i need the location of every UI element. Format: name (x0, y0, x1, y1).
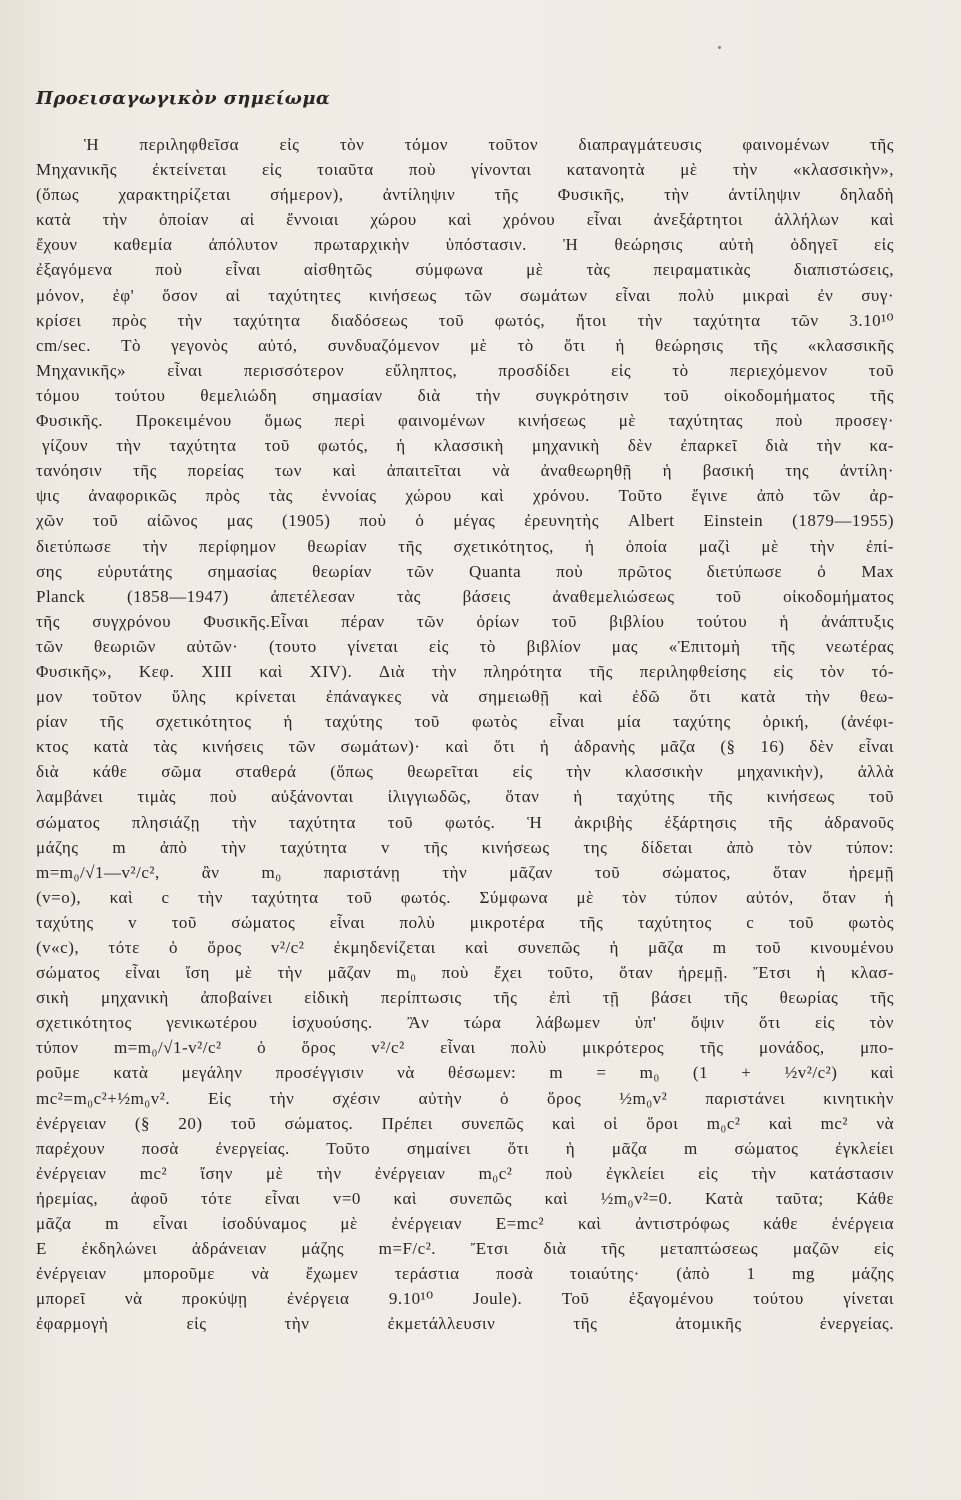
text-line: ροῦμε κατὰ μεγάλην προσέγγισιν νὰ θέσωμεν: m = m₀ (1 + ½v²/c²) καὶ (36, 1063, 894, 1083)
text-line: τῆς συγχρόνου Φυσικῆς.Εἶναι πέραν τῶν ὁρίων τοῦ βιβλίου τούτου ἡ ἀνάπτυξις (36, 611, 894, 631)
text-line: λαμβάνει τιμὰς ποὺ αὐξάνονται ἰλιγγιωδῶς, ὅταν ἡ ταχύτης τῆς κινήσεως τοῦ (36, 787, 894, 807)
text-line: τύπον m=m₀/√1-v²/c² ὁ ὅρος v²/c² εἶναι πολὺ μικρότερος τῆς μονάδος, μπο- (36, 1038, 894, 1058)
text-line: σης εὐρυτάτης σημασίας θεωρίαν τῶν Quanta ποὺ πρῶτος διετύπωσε ὁ Max (36, 561, 894, 581)
text-line: Μηχανικῆς» εἶναι περισσότερον εὔληπτος, προσδίδει εἰς τὸ περιεχόμενον τοῦ (36, 360, 894, 380)
text-line: (v«c), τότε ὁ ὅρος v²/c² ἐκμηδενίζεται καὶ συνεπῶς ἡ μᾶζα m τοῦ κινουμένου (36, 938, 894, 957)
text-line: ἐνέργειαν μποροῦμε νὰ ἔχωμεν τεράστια ποσὰ τοιαύτης· (ἀπὸ 1 mg μάζης (36, 1264, 894, 1284)
text-line: ἐξαγόμενα ποὺ εἶναι αἰσθητῶς σύμφωνα μὲ τὰς πειραματικὰς διαπιστώσεις, (36, 260, 894, 280)
text-line: τῶν θεωριῶν αὐτῶν· (τουτο γίνεται εἰς τὸ βιβλίον μας «Ἐπιτομὴ τῆς νεωτέρας (36, 636, 894, 656)
text-line: σώματος εἶναι ἴση μὲ τὴν μᾶζαν m₀ ποὺ ἔχει τοῦτο, ὅταν ἠρεμῇ. Ἔτσι ἡ κλασ- (36, 963, 894, 983)
text-line: ἔχουν καθεμία ἀπόλυτον πρωταρχικὴν ὑπόστασιν. Ἡ θεώρησις αὐτὴ ὁδηγεῖ εἰς (36, 235, 894, 255)
text-line: τόμου τούτου θεμελιώδη σημασίαν διὰ τὴν συγκρότησιν τοῦ οἰκοδομήματος τῆς (36, 385, 894, 405)
text-line: μάζης m ἀπὸ τὴν ταχύτητα v τῆς κινήσεως της δίδεται ἀπὸ τὸν τύπον: (36, 837, 894, 857)
text-line: mc²=m₀c²+½m₀v². Εἰς τὴν σχέσιν αὐτὴν ὁ ὅρος ½m₀v² παριστάνει κινητικὴν (36, 1088, 894, 1108)
text-line: σώματος πλησιάζῃ τὴν ταχύτητα τοῦ φωτός. Ἡ ἀκριβὴς ἐξάρτησις τῆς ἀδρανοῦς (36, 812, 894, 832)
text-line: ταχύτης v τοῦ σώματος εἶναι πολὺ μικροτέρα τῆς ταχύτητος c τοῦ φωτὸς (36, 912, 894, 932)
text-line: μον τοῦτον ὕλης κρίνεται ἐπάναγκες νὰ σημειωθῇ καὶ ἐδῶ ὅτι κατὰ τὴν θεω- (36, 687, 894, 707)
text-line: παρέχουν ποσὰ ἐνεργείας. Τοῦτο σημαίνει ὅτι ἡ μᾶζα m σώματος ἐγκλείει (36, 1138, 894, 1158)
text-line: Φυσικῆς. Προκειμένου ὅμως περὶ φαινομένων κινήσεως μὲ ταχύτητας ποὺ προσεγ· (36, 411, 894, 431)
text-line: ρίαν τῆς σχετικότητος ἡ ταχύτης τοῦ φωτὸς εἶναι μία ταχύτης ὁρική, (ἀνέφι- (36, 712, 894, 732)
text-line: Planck (1858—1947) ἀπετέλεσαν τὰς βάσεις ἀναθεμελιώσεως τοῦ οἰκοδομήματος (36, 586, 894, 606)
page-content (36, 86, 894, 1362)
text-line: (ὅπως χαρακτηρίζεται σήμερον), ἀντίληψιν τῆς Φυσικῆς, τὴν ἀντίληψιν δηλαδὴ (36, 185, 894, 205)
text-line: γίζουν τὴν ταχύτητα τοῦ φωτός, ἡ κλασσικὴ μηχανικὴ δὲν ἐπαρκεῖ διὰ τὴν κα- (42, 436, 894, 456)
text-line: (v=o), καὶ c τὴν ταχύτητα τοῦ φωτός. Σύμφωνα μὲ τὸν τύπον αὐτόν, ὅταν ἡ (36, 887, 894, 907)
text-line: μπορεῖ νὰ προκύψῃ ἐνέργεια 9.10¹⁰ Joule). Τοῦ ἐξαγομένου τούτου γίνεται (36, 1289, 894, 1309)
text-line: σικὴ μηχανικὴ ἀποβαίνει εἰδικὴ περίπτωσις τῆς ἐπὶ τῇ βάσει τῆς θεωρίας τῆς (36, 988, 894, 1008)
text-line: κρίσει πρὸς τὴν ταχύτητα διαδόσεως τοῦ φωτός, ἤτοι τὴν ταχύτητα τῶν 3.10¹⁰ (36, 310, 894, 330)
text-line: Μηχανικῆς ἐκτείνεται εἰς τοιαῦτα ποὺ γίνονται κατανοητὰ μὲ τὴν «κλασσικὴν», (36, 160, 894, 180)
text-line: ψις ἀναφορικῶς πρὸς τὰς ἐννοίας χώρου καὶ χρόνου. Τοῦτο ἔγινε ἀπὸ τῶν ἀρ- (36, 486, 894, 506)
text-line: cm/sec. Τὸ γεγονὸς αὐτό, συνδυαζόμενον μὲ τὸ ὅτι ἡ θεώρησις τῆς «κλασσικῆς (36, 335, 894, 355)
text-line: μόνον, ἐφ' ὅσον αἱ ταχύτητες κινήσεως τῶν σωμάτων εἶναι πολὺ μικραὶ ἐν συγ· (36, 285, 894, 305)
text-line: ἐνέργειαν mc² ἴσην μὲ τὴν ἐνέργειαν m₀c² ποὺ ἐγκλείει εἰς τὴν κατάστασιν (36, 1163, 894, 1183)
body-paragraph (36, 132, 894, 1362)
section-heading: Προεισαγωγικὸν σημείωμα (36, 88, 331, 109)
text-line: διὰ κάθε σῶμα σταθερά (ὅπως θεωρεῖται εἰς τὴν κλασσικὴν μηχανικὴν), ἀλλὰ (36, 762, 894, 782)
text-line: m=m₀/√1—v²/c², ἂν m₀ παριστάνῃ τὴν μᾶζαν τοῦ σώματος, ὅταν ἠρεμῇ (36, 862, 894, 882)
page-speck (718, 46, 721, 49)
text-line: χῶν τοῦ αἰῶνος μας (1905) ποὺ ὁ μέγας ἐρευνητὴς Albert Einstein (1879—1955) (36, 511, 894, 531)
text-line: κατὰ τὴν ὁποίαν αἱ ἔννοιαι χώρου καὶ χρόνου εἶναι ἀνεξάρτητοι ἀλλήλων καὶ (36, 210, 894, 230)
text-line: κτος κατὰ τὰς κινήσεις τῶν σωμάτων)· καὶ ὅτι ἡ ἀδρανὴς μᾶζα (§ 16) δὲν εἶναι (36, 737, 894, 757)
text-line: ἐφαρμογὴ εἰς τὴν ἐκμετάλλευσιν τῆς ἀτομικῆς ἐνεργείας. (36, 1314, 894, 1334)
text-line: σχετικότητος γενικωτέρου ἰσχυούσης. Ἂν τώρα λάβωμεν ὑπ' ὄψιν ὅτι εἰς τὸν (36, 1013, 894, 1033)
text-line: Φυσικῆς», Κεφ. XIII καὶ XIV). Διὰ τὴν πληρότητα τῆς περιληφθείσης εἰς τὸν τό- (36, 661, 894, 681)
text-line: διετύπωσε τὴν περίφημον θεωρίαν τῆς σχετικότητος, ἡ ὁποία μαζὶ μὲ τὴν ἐπί- (36, 536, 894, 556)
text-line: ἠρεμίας, ἀφοῦ τότε εἶναι v=0 καὶ συνεπῶς καὶ ½m₀v²=0. Κατὰ ταῦτα; Κάθε (36, 1188, 894, 1208)
text-line: τανόησιν τῆς πορείας των καὶ ἀπαιτεῖται νὰ ἀναθεωρηθῇ ἡ βασική της ἀντίλη· (36, 461, 894, 481)
text-line: ἐνέργειαν (§ 20) τοῦ σώματος. Πρέπει συνεπῶς καὶ οἱ ὅροι m₀c² καὶ mc² νὰ (36, 1113, 894, 1133)
text-line: Ἡ περιληφθεῖσα εἰς τὸν τόμον τοῦτον διαπραγμάτευσις φαινομένων τῆς (84, 135, 894, 154)
text-line: E ἐκδηλώνει ἀδράνειαν μάζης m=F/c². Ἔτσι διὰ τῆς μεταπτώσεως μαζῶν εἰς (36, 1239, 894, 1259)
text-line (36, 1337, 894, 1362)
text-line: μᾶζα m εἶναι ἰσοδύναμος μὲ ἐνέργειαν E=mc² καὶ ἀντιστρόφως κάθε ἐνέργεια (36, 1214, 894, 1234)
